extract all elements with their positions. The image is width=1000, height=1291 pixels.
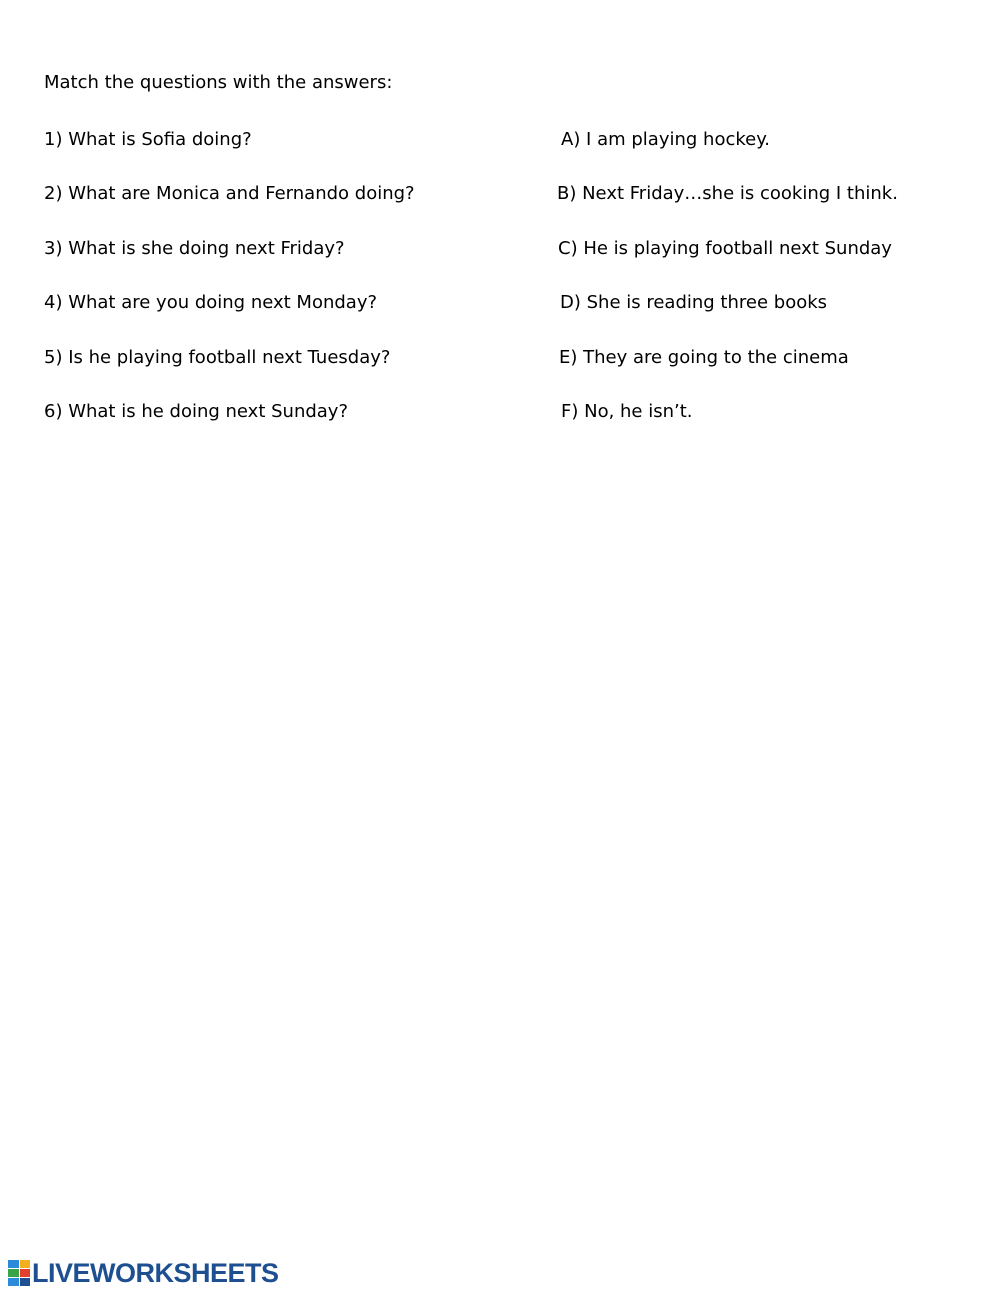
answer-b[interactable]: B) Next Friday…she is cooking I think. xyxy=(557,183,898,204)
liveworksheets-logo-icon xyxy=(8,1260,30,1286)
question-2[interactable]: 2) What are Monica and Fernando doing? xyxy=(44,183,415,204)
answer-e[interactable]: E) They are going to the cinema xyxy=(559,347,849,368)
question-4[interactable]: 4) What are you doing next Monday? xyxy=(44,292,378,313)
instruction-text: Match the questions with the answers: xyxy=(44,72,393,93)
question-1[interactable]: 1) What is Sofia doing? xyxy=(44,129,252,150)
logo-text: LIVEWORKSHEETS xyxy=(32,1258,279,1288)
answer-a[interactable]: A) I am playing hockey. xyxy=(561,129,771,150)
answer-d[interactable]: D) She is reading three books xyxy=(560,292,828,313)
answer-c[interactable]: C) He is playing football next Sunday xyxy=(558,238,892,259)
answer-f[interactable]: F) No, he isn’t. xyxy=(561,401,693,422)
question-5[interactable]: 5) Is he playing football next Tuesday? xyxy=(44,347,391,368)
liveworksheets-logo xyxy=(8,1258,279,1288)
question-6[interactable]: 6) What is he doing next Sunday? xyxy=(44,401,349,422)
question-3[interactable]: 3) What is she doing next Friday? xyxy=(44,238,345,259)
